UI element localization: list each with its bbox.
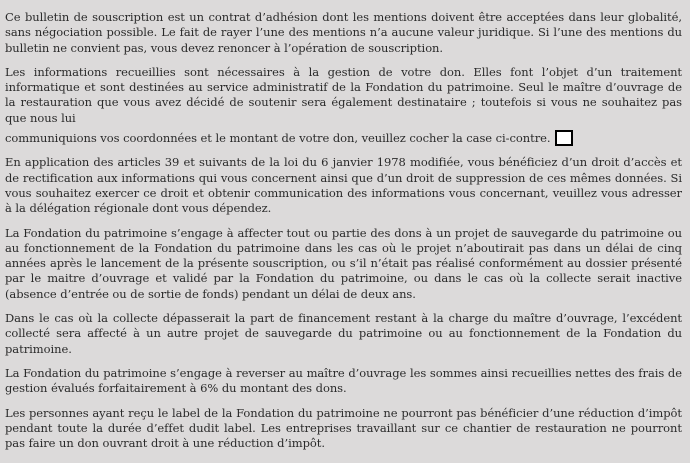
privacy-opt-out-text: communiquions vos coordonnées et le montant de votre don, veuillez cocher la case ci-contre. [5,131,551,146]
terms-paragraph-excess-funds: Dans le cas où la collecte dépasserait la part de financement restant à la charge du maître d’ouvrage, l’excédent collecté sera affecté à un autre projet de sauvegarde du patrimoine ou au fonctionnement de la Fondation du patrimoine. [5,311,682,356]
privacy-text-main: Les informations recueillies sont nécessaires à la gestion de votre don. Elles font l’objet d’un traitement informatique et sont destinées au service administratif de la Fondation du patrimoine. Seul le maître d’ouvrage de la restauration que vous avez décidé de soutenir sera également destinataire ; toutefois si vous ne souhaitez pas que nous lui [5,64,682,125]
terms-paragraph-tax-reduction: Les personnes ayant reçu le label de la Fondation du patrimoine ne pourront pas bénéficier d’une réduction d’impôt pendant toute la durée d’effet dudit label. Les entreprises travaillant sur ce chantier de restauration ne pourront pas faire un don ouvrant droit à une réduction d’impôt. [5,405,682,451]
terms-paragraph-fund-allocation: La Fondation du patrimoine s’engage à affecter tout ou partie des dons à un projet de sauvegarde du patrimoine ou au fonctionnement de la Fondation du patrimoine dans les cas où le projet n’aboutirait pas dans un délai de cinq années après le lancement de la présente souscription, ou s’il n’était pas réalisé conformément au dossier présenté par le maitre d’ouvrage et validé par la Fondation du patrimoine, ou dans le cas où la collecte serait inactive (absence d’entrée ou de sortie de fonds) pendant un délai de deux ans. [5,225,682,301]
privacy-opt-out-line [5,130,682,146]
terms-paragraph-data-privacy [5,65,682,146]
terms-paragraph-access-rights: En application des articles 39 et suivants de la loi du 6 janvier 1978 modifiée, vous bénéficiez d’un droit d’accès et de rectification aux informations qui vous concernent ainsi que d’un droit de suppression de ces mêmes données. Si vous souhaitez exercer ce droit et obtenir communication des informations vous concernant, veuillez vous adresser à la délégation régionale dont vous dépendez. [5,155,682,216]
terms-paragraph-management-fees: La Fondation du patrimoine s’engage à reverser au maître d’ouvrage les sommes ainsi recueillies nettes des frais de gestion évalués forfaitairement à 6% du montant des dons. [5,365,682,396]
terms-paragraph-contract: Ce bulletin de souscription est un contrat d’adhésion dont les mentions doivent être acceptées dans leur globalité, sans négociation possible. Le fait de rayer l’une des mentions n’a aucune valeur juridique. Si l’une des mentions du bulletin ne convient pas, vous devez renoncer à l’opération de souscription. [5,10,682,55]
opt-out-checkbox[interactable] [555,130,573,146]
